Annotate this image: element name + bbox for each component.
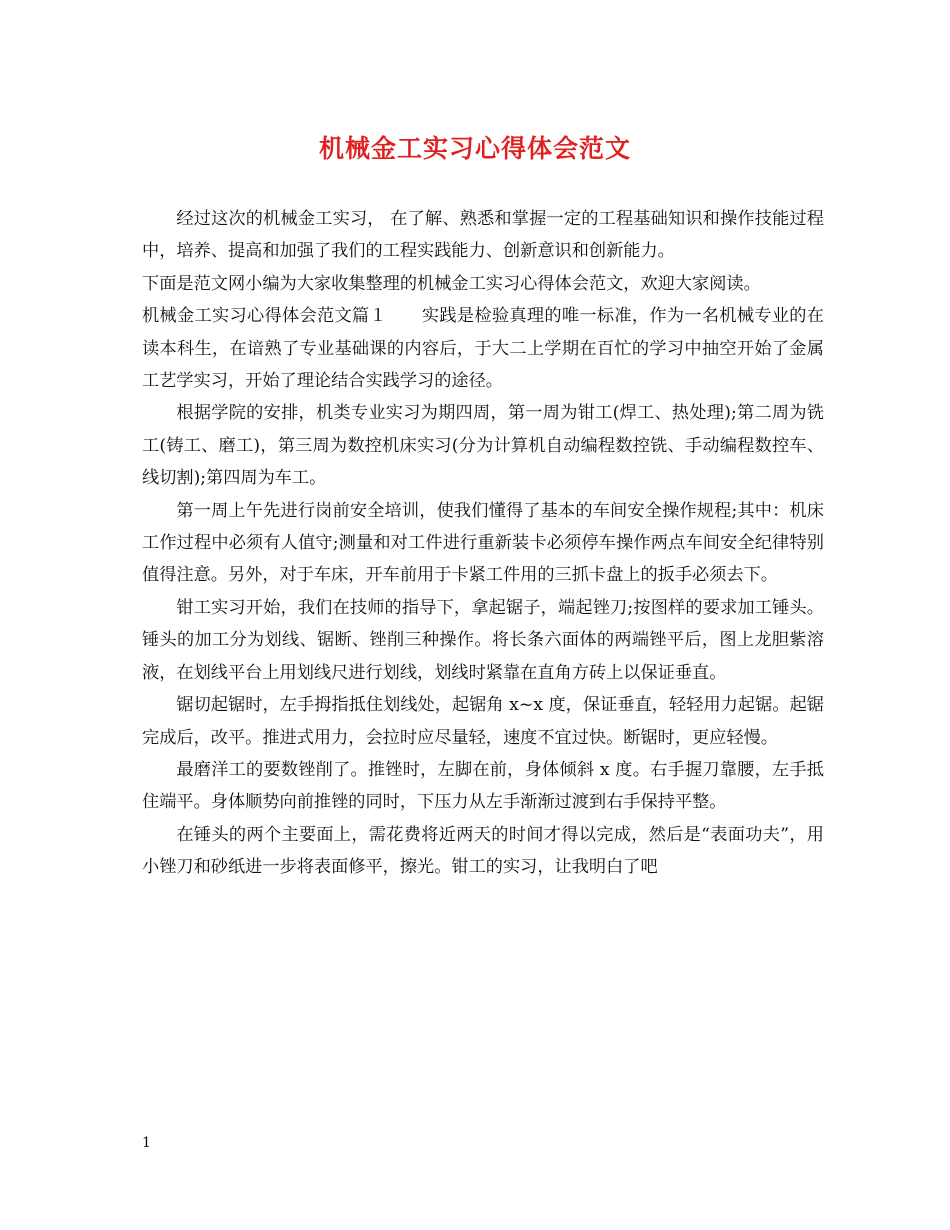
paragraph-surface-finish: 在锤头的两个主要面上，需花费将近两天的时间才得以完成，然后是“表面功夫”，用小锉刀和砂纸进一步将表面修平，擦光。钳工的实习，让我明白了吧 — [142, 824, 824, 878]
paragraph-editor-note: 下面是范文网小编为大家收集整理的机械金工实习心得体会范文，欢迎大家阅读。 — [142, 273, 761, 294]
page-number: 1 — [142, 1135, 151, 1151]
paragraph-intro: 经过这次的机械金工实习， 在了解、熟悉和掌握一定的工程基础知识和操作技能过程中，培养、提高和加强了我们的工程实践能力、创新意识和创新能力。 — [142, 209, 824, 262]
document-title: 机械金工实习心得体会范文 — [318, 134, 631, 163]
paragraph-filing: 最磨洋工的要数锉削了。推锉时，左脚在前，身体倾斜 x 度。右手握刀靠腰，左手抵住端平。身体顺势向前推锉的同时，下压力从左手渐渐过渡到右手保持平整。 — [142, 759, 824, 813]
paragraph-article-1-start: 机械金工实习心得体会范文篇１ 实践是检验真理的唯一标准，作为一名机械专业的在读本科生，在谙熟了专业基础课的内容后，于大二上学期在百忙的学习中抽空开始了金属工艺学实习，开始了理论结合实践学习的途径。 — [142, 306, 824, 392]
paragraph-safety: 第一周上午先进行岗前安全培训，使我们懂得了基本的车间安全操作规程;其中：机床工作过程中必须有人值守;测量和对工件进行重新装卡必须停车操作两点车间安全纪律特别值得注意。另外，对于车床，开车前用于卡紧工件用的三抓卡盘上的扳手必须去下。 — [142, 500, 824, 586]
paragraph-sawing: 锯切起锯时，左手拇指抵住划线处，起锯角 x~x 度，保证垂直，轻轻用力起锯。起锯完成后，改平。推进式用力，会拉时应尽量轻，速度不宜过快。断锯时，更应轻慢。 — [142, 695, 824, 748]
document-body — [142, 203, 824, 884]
paragraph-fitter-work: 钳工实习开始，我们在技师的指导下，拿起锯子，端起锉刀;按图样的要求加工锤头。锤头的加工分为划线、锯断、锉削三种操作。将长条六面体的两端锉平后，图上龙胆紫溶液，在划线平台上用划线尺进行划线，划线时紧靠在直角方砖上以保证垂直。 — [142, 597, 824, 683]
paragraph-schedule: 根据学院的安排，机类专业实习为期四周，第一周为钳工(焊工、热处理);第二周为铣工(铸工、磨工)，第三周为数控机床实习(分为计算机自动编程数控铣、手动编程数控车、线切割);第四周为车工。 — [142, 403, 824, 489]
